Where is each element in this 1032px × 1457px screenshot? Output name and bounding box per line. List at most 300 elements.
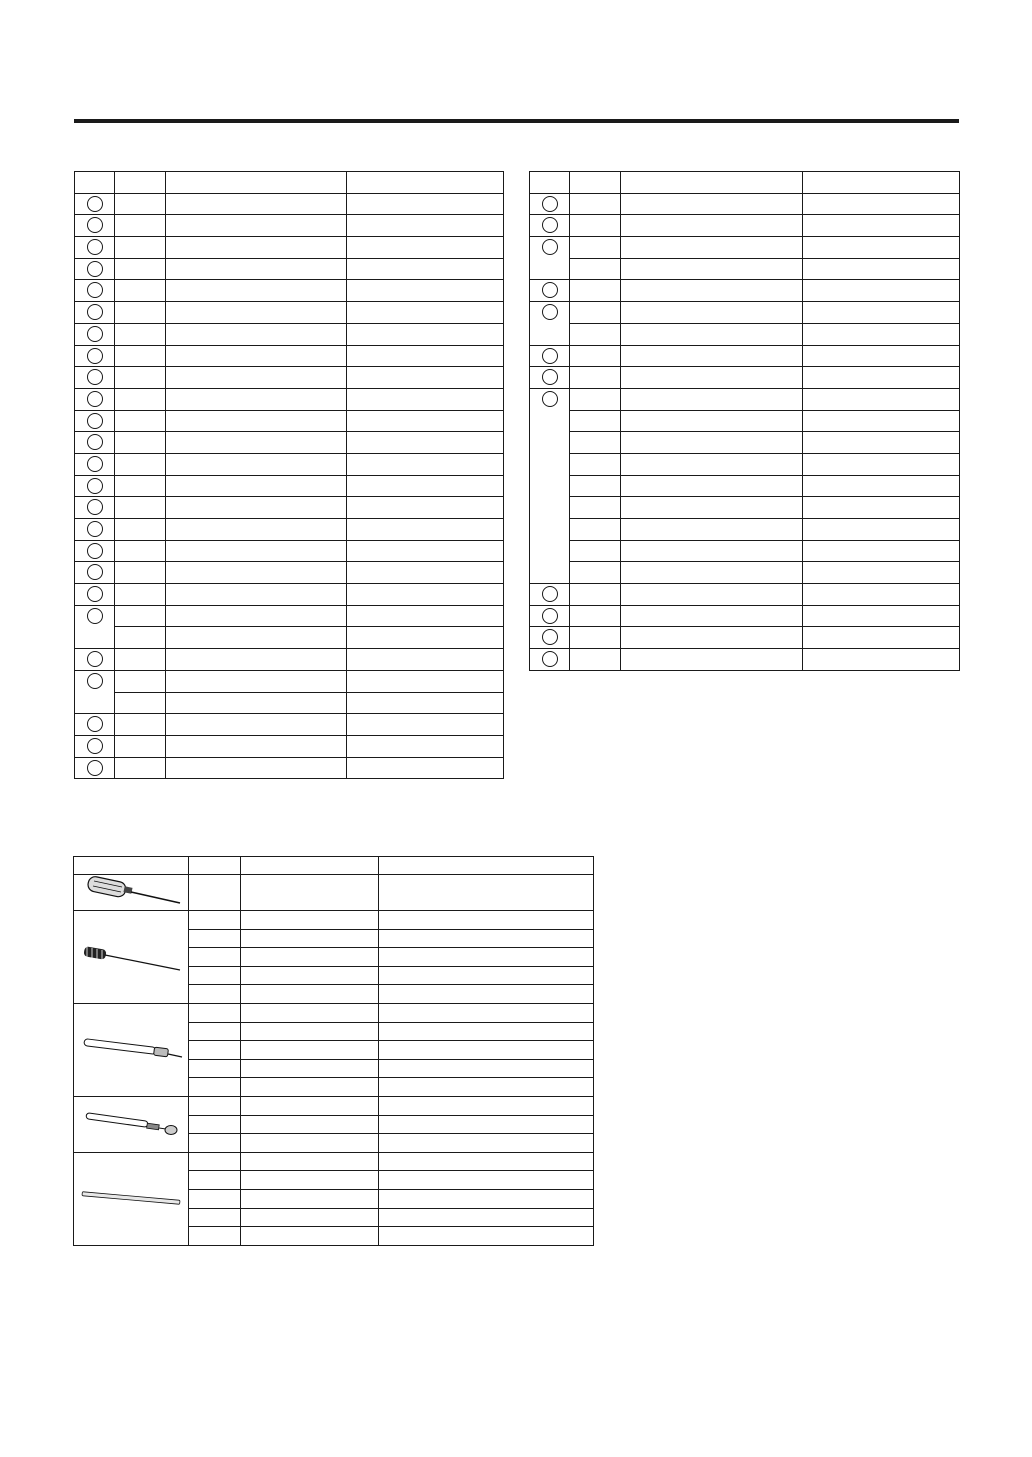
table-cell <box>379 948 594 967</box>
table-cell <box>115 280 166 302</box>
item-number-cell <box>75 280 115 302</box>
table-row <box>75 562 504 584</box>
table-row <box>530 497 960 519</box>
table-cell <box>166 627 347 649</box>
table-cell <box>803 562 960 584</box>
table-cell <box>570 475 621 497</box>
table-row <box>530 410 960 432</box>
table-cell <box>379 1096 594 1115</box>
item-number-cell <box>75 649 115 671</box>
table-cell <box>115 302 166 324</box>
table-cell <box>803 388 960 410</box>
table-cell <box>115 627 166 649</box>
table-row <box>530 302 960 324</box>
table-cell <box>379 911 594 930</box>
table-cell <box>803 649 960 671</box>
table-row <box>75 345 504 367</box>
table-cell <box>621 540 803 562</box>
item-number-circle <box>87 326 103 342</box>
item-number-circle <box>542 391 558 407</box>
table-cell <box>570 367 621 389</box>
table-cell <box>115 410 166 432</box>
table-cell <box>166 670 347 692</box>
table-cell <box>621 519 803 541</box>
table-row <box>75 670 504 692</box>
table-cell <box>189 1115 241 1134</box>
table-cell <box>347 540 504 562</box>
table-cell <box>347 432 504 454</box>
table-cell <box>166 649 347 671</box>
table-cell <box>166 432 347 454</box>
table-cell <box>115 605 166 627</box>
item-number-cell <box>75 540 115 562</box>
table-cell <box>241 985 379 1004</box>
table-cell <box>189 911 241 930</box>
table-cell <box>347 692 504 714</box>
item-number-cell <box>75 497 115 519</box>
table-cell <box>347 410 504 432</box>
header-cell <box>189 857 241 875</box>
table-cell <box>115 562 166 584</box>
table-cell <box>379 1003 594 1022</box>
item-number-circle <box>542 304 558 320</box>
item-number-circle <box>542 369 558 385</box>
table-row <box>75 215 504 237</box>
table-cell <box>570 258 621 280</box>
table-cell <box>189 1134 241 1153</box>
table-cell <box>241 1134 379 1153</box>
table-cell <box>115 714 166 736</box>
item-number-circle <box>87 608 103 624</box>
table-cell <box>621 215 803 237</box>
table-cell <box>803 237 960 259</box>
item-number-circle <box>542 586 558 602</box>
table-cell <box>347 584 504 606</box>
table-cell <box>115 475 166 497</box>
table-cell <box>803 475 960 497</box>
table-row <box>75 735 504 757</box>
table-row <box>530 193 960 215</box>
table-cell <box>166 562 347 584</box>
item-number-cell <box>530 193 570 215</box>
item-number-circle <box>542 651 558 667</box>
table-cell <box>379 875 594 911</box>
item-number-cell <box>75 453 115 475</box>
table-cell <box>379 1171 594 1190</box>
table-cell <box>347 345 504 367</box>
item-number-circle <box>87 673 103 689</box>
item-number-circle <box>542 217 558 233</box>
item-number-cell <box>75 432 115 454</box>
table-row <box>530 345 960 367</box>
item-number-cell <box>530 302 570 345</box>
table-row <box>530 584 960 606</box>
table-cell <box>166 475 347 497</box>
item-number-cell <box>75 757 115 779</box>
table-cell <box>241 1115 379 1134</box>
table-cell <box>241 1078 379 1097</box>
table-row <box>75 714 504 736</box>
header-cell <box>379 857 594 875</box>
item-number-circle <box>87 348 103 364</box>
item-number-circle <box>542 348 558 364</box>
table-cell <box>621 302 803 324</box>
table-cell <box>241 1171 379 1190</box>
table-row <box>530 432 960 454</box>
table-cell <box>803 519 960 541</box>
header-cell <box>166 172 347 194</box>
header-cell <box>570 172 621 194</box>
item-number-cell <box>75 193 115 215</box>
table-row <box>74 911 594 930</box>
table-cell <box>115 757 166 779</box>
item-number-cell <box>75 584 115 606</box>
table-cell <box>241 1152 379 1171</box>
table-cell <box>241 1003 379 1022</box>
table-cell <box>347 519 504 541</box>
table-cell <box>621 258 803 280</box>
item-number-circle <box>542 629 558 645</box>
item-number-circle <box>87 716 103 732</box>
table-cell <box>189 1189 241 1208</box>
table-cell <box>347 323 504 345</box>
table-row <box>530 627 960 649</box>
item-number-cell <box>530 345 570 367</box>
table-cell <box>347 562 504 584</box>
table-cell <box>115 453 166 475</box>
item-number-cell <box>75 367 115 389</box>
header-cell <box>347 172 504 194</box>
item-number-cell <box>530 388 570 583</box>
table-cell <box>803 453 960 475</box>
header-cell <box>621 172 803 194</box>
table-cell <box>189 929 241 948</box>
table-cell <box>189 1003 241 1022</box>
table-row <box>530 280 960 302</box>
parts-table-left <box>74 171 504 779</box>
table-row <box>530 605 960 627</box>
table-cell <box>621 345 803 367</box>
table-cell <box>241 1189 379 1208</box>
table-row <box>75 627 504 649</box>
table-cell <box>189 1022 241 1041</box>
table-cell <box>115 323 166 345</box>
table-cell <box>166 714 347 736</box>
flat-stick-icon <box>76 1182 186 1216</box>
header-cell <box>803 172 960 194</box>
parts-table-right <box>529 171 960 671</box>
table-row <box>75 453 504 475</box>
item-number-circle <box>87 456 103 472</box>
item-number-cell <box>75 562 115 584</box>
table-row <box>75 584 504 606</box>
table-row <box>74 1096 594 1115</box>
table-cell <box>241 1227 379 1246</box>
item-number-cell <box>530 280 570 302</box>
header-row <box>530 172 960 194</box>
table-cell <box>347 453 504 475</box>
table-cell <box>379 1227 594 1246</box>
table-cell <box>189 875 241 911</box>
table-cell <box>379 1078 594 1097</box>
table-cell <box>379 1022 594 1041</box>
table-cell <box>166 757 347 779</box>
item-number-circle <box>87 521 103 537</box>
table-cell <box>621 410 803 432</box>
table-cell <box>166 302 347 324</box>
table-cell <box>621 453 803 475</box>
table-cell <box>166 584 347 606</box>
table-row <box>530 388 960 410</box>
table-cell <box>570 388 621 410</box>
top-rule <box>74 119 959 123</box>
table-cell <box>189 985 241 1004</box>
table-row <box>75 280 504 302</box>
table-cell <box>241 1059 379 1078</box>
table-cell <box>189 1227 241 1246</box>
table-cell <box>803 258 960 280</box>
tools-table <box>73 856 594 1246</box>
table-cell <box>115 388 166 410</box>
item-number-cell <box>75 388 115 410</box>
rod-with-cap-icon <box>76 1107 186 1141</box>
table-cell <box>379 1134 594 1153</box>
table-cell <box>570 562 621 584</box>
table-cell <box>241 929 379 948</box>
table-cell <box>115 432 166 454</box>
item-number-cell <box>75 519 115 541</box>
table-row <box>75 323 504 345</box>
table-cell <box>570 345 621 367</box>
table-cell <box>241 911 379 930</box>
table-cell <box>241 1208 379 1227</box>
item-number-cell <box>530 584 570 606</box>
table-cell <box>189 1096 241 1115</box>
table-cell <box>803 432 960 454</box>
table-cell <box>347 627 504 649</box>
table-cell <box>621 432 803 454</box>
table-cell <box>347 388 504 410</box>
table-cell <box>570 627 621 649</box>
table-cell <box>115 258 166 280</box>
table-row <box>530 258 960 280</box>
table-row <box>530 237 960 259</box>
table-cell <box>621 627 803 649</box>
table-row <box>75 757 504 779</box>
table-cell <box>621 193 803 215</box>
header-row <box>74 857 594 875</box>
table-cell <box>347 193 504 215</box>
table-cell <box>189 1041 241 1060</box>
item-number-circle <box>542 239 558 255</box>
item-number-circle <box>87 217 103 233</box>
table-row <box>75 649 504 671</box>
table-cell <box>570 193 621 215</box>
tool-image-cell <box>74 1003 189 1096</box>
table-cell <box>621 367 803 389</box>
table-cell <box>347 649 504 671</box>
table-cell <box>189 948 241 967</box>
table-cell <box>166 345 347 367</box>
table-cell <box>347 367 504 389</box>
table-cell <box>347 497 504 519</box>
item-number-circle <box>87 738 103 754</box>
item-number-circle <box>87 651 103 667</box>
table-cell <box>189 966 241 985</box>
item-number-cell <box>75 215 115 237</box>
table-cell <box>166 453 347 475</box>
table-cell <box>570 519 621 541</box>
table-cell <box>115 692 166 714</box>
header-cell <box>241 857 379 875</box>
table-cell <box>379 1115 594 1134</box>
table-cell <box>803 540 960 562</box>
table-row <box>75 540 504 562</box>
table-cell <box>115 735 166 757</box>
table-cell <box>570 237 621 259</box>
table-row <box>530 519 960 541</box>
header-cell <box>75 172 115 194</box>
item-number-circle <box>87 239 103 255</box>
table-cell <box>803 497 960 519</box>
table-cell <box>166 323 347 345</box>
item-number-cell <box>530 237 570 280</box>
item-number-circle <box>542 282 558 298</box>
table-cell <box>803 627 960 649</box>
table-cell <box>166 692 347 714</box>
table-cell <box>115 670 166 692</box>
table-cell <box>570 649 621 671</box>
header-cell <box>530 172 570 194</box>
table-row <box>74 1003 594 1022</box>
table-cell <box>379 966 594 985</box>
table-row <box>530 453 960 475</box>
item-number-cell <box>530 367 570 389</box>
table-cell <box>570 410 621 432</box>
table-cell <box>621 475 803 497</box>
item-number-cell <box>75 345 115 367</box>
table-cell <box>241 948 379 967</box>
table-cell <box>347 475 504 497</box>
item-number-circle <box>87 478 103 494</box>
table-cell <box>347 714 504 736</box>
table-cell <box>347 670 504 692</box>
table-cell <box>379 1041 594 1060</box>
table-cell <box>115 584 166 606</box>
table-cell <box>570 584 621 606</box>
table-cell <box>166 367 347 389</box>
brush-icon <box>76 940 186 974</box>
table-cell <box>803 605 960 627</box>
item-number-cell <box>530 605 570 627</box>
item-number-circle <box>87 543 103 559</box>
table-cell <box>166 193 347 215</box>
item-number-cell <box>75 475 115 497</box>
table-row <box>530 367 960 389</box>
table-cell <box>115 540 166 562</box>
table-cell <box>115 497 166 519</box>
table-cell <box>379 1059 594 1078</box>
table-row <box>75 410 504 432</box>
table-row <box>75 692 504 714</box>
table-cell <box>379 929 594 948</box>
table-cell <box>621 280 803 302</box>
table-row <box>75 497 504 519</box>
table-row <box>530 649 960 671</box>
table-cell <box>570 453 621 475</box>
item-number-circle <box>87 413 103 429</box>
item-number-cell <box>75 410 115 432</box>
table-cell <box>803 302 960 324</box>
tool-image-cell <box>74 1152 189 1245</box>
item-number-cell <box>75 323 115 345</box>
table-cell <box>621 388 803 410</box>
table-cell <box>347 302 504 324</box>
table-cell <box>621 323 803 345</box>
table-cell <box>570 280 621 302</box>
item-number-circle <box>542 608 558 624</box>
table-cell <box>189 1059 241 1078</box>
table-cell <box>379 1152 594 1171</box>
item-number-cell <box>75 258 115 280</box>
header-cell <box>115 172 166 194</box>
table-cell <box>379 1208 594 1227</box>
table-cell <box>166 540 347 562</box>
item-number-circle <box>87 760 103 776</box>
table-cell <box>166 497 347 519</box>
table-cell <box>803 584 960 606</box>
table-cell <box>347 605 504 627</box>
table-row <box>75 302 504 324</box>
table-cell <box>115 237 166 259</box>
table-row <box>530 562 960 584</box>
table-row <box>75 519 504 541</box>
table-cell <box>166 519 347 541</box>
table-row <box>75 367 504 389</box>
table-cell <box>115 345 166 367</box>
table-row <box>75 193 504 215</box>
table-cell <box>347 258 504 280</box>
table-cell <box>621 497 803 519</box>
table-cell <box>241 1041 379 1060</box>
table-cell <box>803 193 960 215</box>
table-cell <box>166 280 347 302</box>
table-cell <box>570 605 621 627</box>
table-row <box>530 475 960 497</box>
item-number-cell <box>75 714 115 736</box>
table-cell <box>379 985 594 1004</box>
table-cell <box>115 367 166 389</box>
item-number-circle <box>87 369 103 385</box>
table-cell <box>570 215 621 237</box>
table-cell <box>803 215 960 237</box>
header-cell <box>74 857 189 875</box>
item-number-circle <box>87 586 103 602</box>
table-cell <box>803 323 960 345</box>
table-row <box>530 540 960 562</box>
item-number-circle <box>87 391 103 407</box>
table-cell <box>189 1152 241 1171</box>
table-cell <box>115 519 166 541</box>
table-cell <box>115 215 166 237</box>
table-row <box>530 215 960 237</box>
table-cell <box>379 1189 594 1208</box>
table-cell <box>189 1078 241 1097</box>
tool-image-cell <box>74 875 189 911</box>
item-number-cell <box>75 237 115 259</box>
item-number-cell <box>75 735 115 757</box>
item-number-cell <box>75 605 115 648</box>
